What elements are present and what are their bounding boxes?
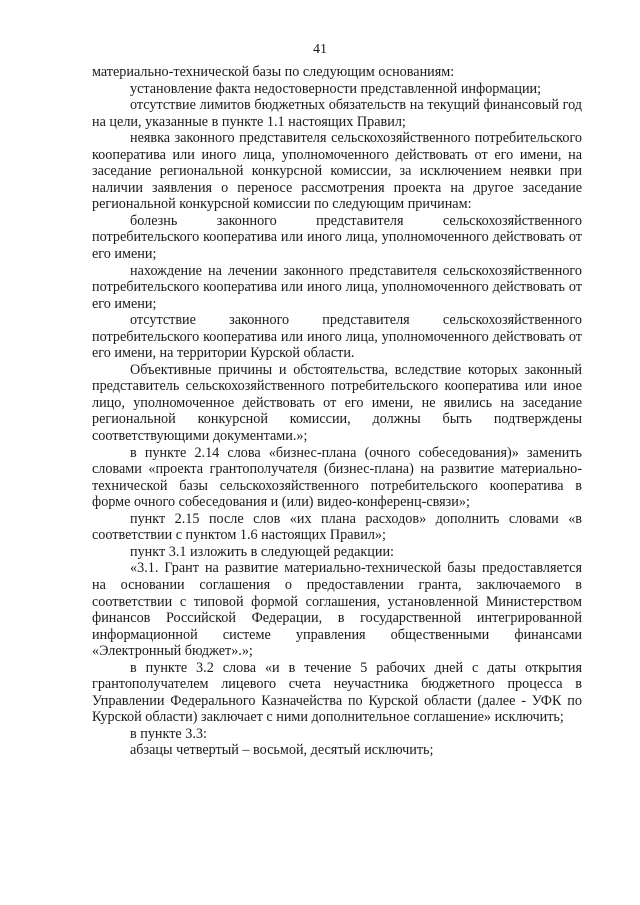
paragraph: отсутствие лимитов бюджетных обязательств на текущий финансовый год на цели, указанные в пункте 1.1 настоящих Правил;	[92, 97, 582, 130]
document-body	[92, 64, 582, 759]
paragraph: пункт 2.15 после слов «их плана расходов» дополнить словами «в соответствии с пунктом 1.6 настоящих Правил»;	[92, 510, 582, 544]
paragraph: в пункте 3.2 слова «и в течение 5 рабочих дней с даты открытия грантополучателем лицевого счета неучастника бюджетного процесса в Управлении Федерального Казначейства по Курской области (далее - УФК по Курской области) заключает с ними дополнительное соглашение» исключить;	[92, 659, 582, 726]
paragraph: в пункте 2.14 слова «бизнес-плана (очного собеседования)» заменить словами «проекта грантополучателя (бизнес-плана) на развитие материально-технической базы сельскохозяйственного потребительского кооператива в форме очного собеседования и (или) видео-конференц-связи»;	[92, 444, 582, 511]
paragraph: установление факта недостоверности представленной информации;	[130, 80, 542, 97]
paragraph: неявка законного представителя сельскохозяйственного потребительского кооператива или иного лица, уполномоченного действовать от его имени, на заседание региональной конкурсной комиссии, за исключением неявки при наличии заявления о переносе рассмотрения проекта на другое заседание региональной конкурсной комиссии по следующим причинам:	[92, 130, 582, 213]
paragraph: «3.1. Грант на развитие материально-технической базы предоставляется на основании соглашения о предоставлении гранта, заключаемого в соответствии с типовой формой соглашения, установленной Министерством финансов Российской Федерации, в государственной интегрированной информационной системе управления общественными финансами «Электронный бюджет».»;	[92, 560, 582, 660]
paragraph: материально-технической базы по следующим основаниям:	[92, 64, 455, 80]
paragraph: пункт 3.1 изложить в следующей редакции:	[130, 543, 394, 560]
paragraph: абзацы четвертый – восьмой, десятый исключить;	[130, 742, 434, 759]
paragraph: отсутствие законного представителя сельскохозяйственного потребительского кооператива или иного лица, уполномоченного действовать от его имени, на территории Курской области.	[92, 312, 582, 362]
paragraph: Объективные причины и обстоятельства, вследствие которых законный представитель сельскохозяйственного потребительского кооператива или иное лицо, уполномоченное действовать от его имени, не явились на заседание региональной конкурсной комиссии, должны быть подтверждены соответствующими документами.»;	[92, 361, 582, 445]
paragraph: болезнь законного представителя сельскохозяйственного потребительского кооператива или иного лица, уполномоченного действовать от его имени;	[92, 212, 582, 263]
paragraph: в пункте 3.3:	[130, 725, 207, 742]
page-number: 41	[313, 42, 327, 57]
paragraph: нахождение на лечении законного представителя сельскохозяйственного потребительского кооператива или иного лица, уполномоченного действовать от его имени;	[92, 262, 582, 312]
